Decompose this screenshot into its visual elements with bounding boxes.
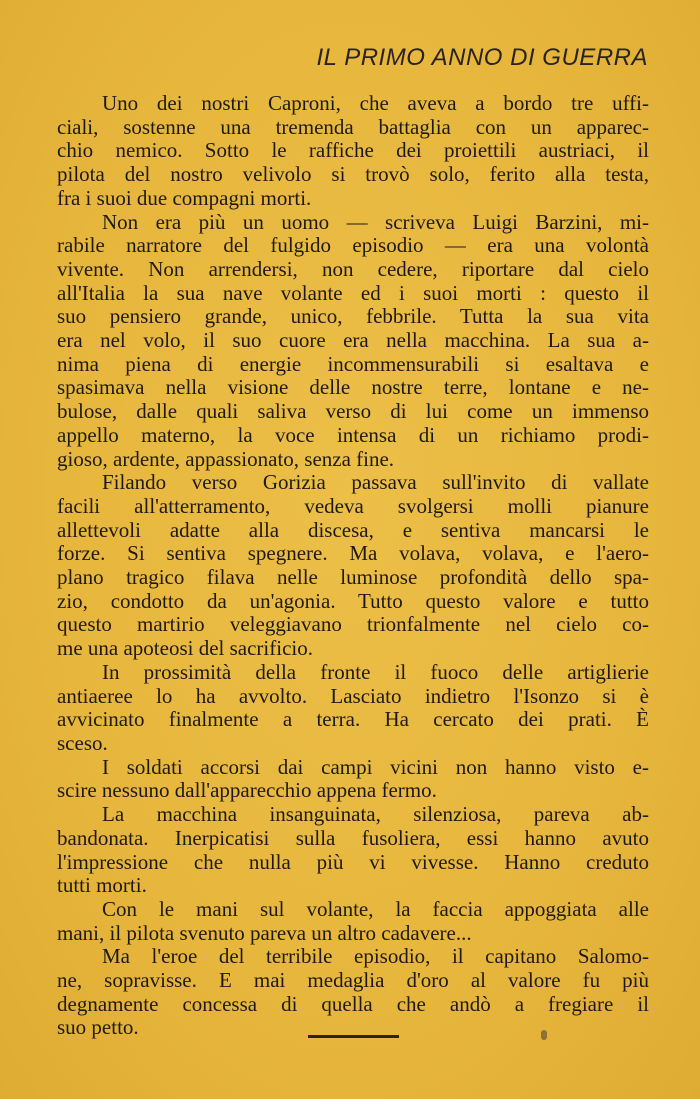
text-line: degnamente concessa di quella che andò a fregiare il [57,991,649,1016]
text-line: pilota del nostro velivolo si trovò solo, ferito alla testa, [57,162,649,187]
paragraph [57,898,649,945]
text-line: I soldati accorsi dai campi vicini non hanno visto e- [102,754,649,779]
closing-rule [308,1035,399,1038]
text-line: ne, sopravisse. E mai medaglia d'oro al valore fu più [57,968,649,993]
paragraph [57,211,649,472]
text-line: zio, condotto da un'agonia. Tutto questo valore e tutto [57,588,649,613]
text-line: avvicinato finalmente a terra. Ha cercato dei prati. È [57,707,649,732]
text-line: In prossimità della fronte il fuoco delle artiglierie [102,659,649,684]
text-line: all'Italia la sua nave volante ed i suoi morti : questo il [57,280,649,305]
text-line: antiaeree lo ha avvolto. Lasciato indietro l'Isonzo si è [57,683,649,708]
text-line: ciali, sostenne una tremenda battaglia con un apparec- [57,114,649,139]
text-line: mani, il pilota svenuto pareva un altro cadavere... [57,920,472,945]
text-line: vivente. Non arrendersi, non cedere, riportare dal cielo [57,256,649,281]
text-line: suo petto. [57,1015,139,1040]
text-line: plano tragico filava nelle luminose profondità dello spa- [57,565,649,590]
body-text [57,92,649,1040]
paragraph [57,803,649,898]
text-line: chio nemico. Sotto le raffiche dei proiettili austriaci, il [57,138,649,163]
text-line: scire nessuno dall'apparecchio appena fermo. [57,778,437,803]
text-line: facili all'atterramento, vedeva svolgersi molli pianure [57,493,649,518]
text-line: tutti morti. [57,873,147,898]
text-line: Con le mani sul volante, la faccia appoggiata alle [102,896,649,921]
text-line: questo martirio veleggiavano trionfalmente nel cielo co- [57,612,649,637]
paragraph [57,92,649,211]
running-head: IL PRIMO ANNO DI GUERRA [316,44,648,71]
paragraph [57,661,649,756]
text-line: Filando verso Gorizia passava sull'invito di vallate [102,470,649,495]
text-line: me una apoteosi del sacrificio. [57,636,313,661]
paper-blemish [541,1030,547,1040]
text-line: bandonata. Inerpicatisi sulla fusoliera, essi hanno avuto [57,825,649,850]
text-line: bulose, dalle quali saliva verso di lui come un immenso [57,399,649,424]
text-line: fra i suoi due compagni morti. [57,185,312,210]
text-line: era nel volo, il suo cuore era nella macchina. La sua a- [57,328,649,353]
text-line: spasimava nella visione delle nostre terre, lontane e ne- [57,375,649,400]
paragraph [57,945,649,1040]
paragraph [57,471,649,661]
text-line: Non era più un uomo — scriveva Luigi Barzini, mi- [102,209,649,234]
paragraph [57,756,649,803]
text-line: appello materno, la voce intensa di un richiamo prodi- [57,422,649,447]
text-line: l'impressione che nulla più vi vivesse. Hanno creduto [57,849,649,874]
text-line: Uno dei nostri Caproni, che aveva a bordo tre uffi- [102,91,649,115]
text-line: allettevoli adatte alla discesa, e sentiva mancarsi le [57,517,649,542]
text-line: Ma l'eroe del terribile episodio, il capitano Salomo- [102,944,649,969]
text-line: gioso, ardente, appassionato, senza fine. [57,446,395,471]
text-line: rabile narratore del fulgido episodio — era una volontà [57,233,649,258]
text-line: La macchina insanguinata, silenziosa, pareva ab- [102,802,649,827]
text-line: nima piena di energie incommensurabili si esaltava e [57,351,649,376]
text-line: suo pensiero grande, unico, febbrile. Tutta la sua vita [57,304,649,329]
text-line: sceso. [57,730,108,755]
text-line: forze. Si sentiva spegnere. Ma volava, volava, e l'aero- [57,541,649,566]
